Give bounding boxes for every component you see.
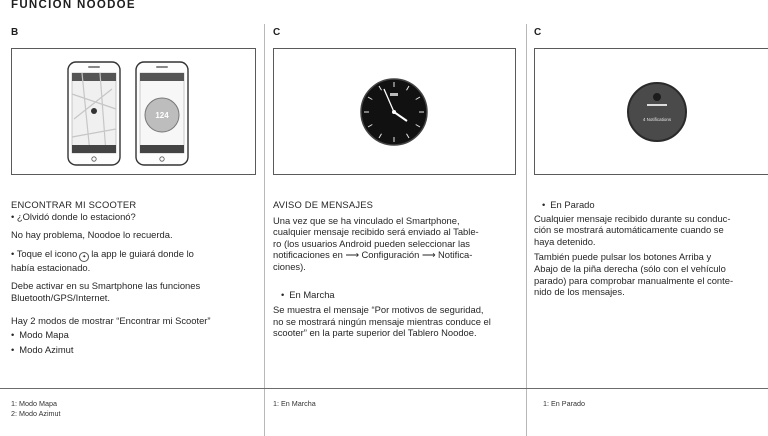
footnotes bbox=[11, 399, 61, 418]
stopped-text bbox=[534, 199, 766, 298]
body-line: haya detenido. bbox=[534, 235, 596, 247]
activate-line-2: Bluetooth/GPS/Internet. bbox=[11, 291, 111, 303]
body-line: cualquier mensaje recibido será enviado al Table- bbox=[273, 226, 479, 238]
dial-logo-icon bbox=[390, 93, 398, 96]
distance-value: 124 bbox=[155, 111, 169, 120]
section-heading: ENCONTRAR MI SCOOTER bbox=[11, 199, 137, 210]
find-scooter-text bbox=[11, 199, 261, 355]
column-divider bbox=[264, 24, 265, 436]
body-line: Cualquier mensaje recibido durante su conduc- bbox=[534, 212, 731, 224]
modes-intro: Hay 2 modos de mostrar “Encontrar mi Scooter” bbox=[11, 314, 211, 326]
footnotes bbox=[273, 399, 316, 409]
azimuth-header bbox=[140, 73, 184, 81]
section-letter: C bbox=[534, 27, 542, 38]
phones-illustration bbox=[11, 48, 256, 175]
phone-speaker bbox=[156, 66, 168, 68]
touch-icon-line: • Toque el icono ✦ la app le guiará donde lo bbox=[11, 247, 194, 260]
dial-center bbox=[392, 110, 396, 114]
mode-item: • Modo Azimut bbox=[11, 344, 261, 356]
body-line: ción se mostrará automáticamente cuando se bbox=[534, 224, 724, 236]
body-line: Se muestra el mensaje “Por motivos de seguridad, bbox=[273, 304, 484, 316]
map-header bbox=[72, 73, 116, 81]
notification-dial bbox=[628, 83, 686, 141]
section-letter: B bbox=[11, 27, 19, 38]
section-heading: AVISO DE MENSAJES bbox=[273, 199, 374, 210]
footnote: 1: En Parado bbox=[543, 399, 585, 408]
dashboard-notification-image bbox=[535, 49, 768, 175]
question-line: • ¿Olvidó donde lo estacionó? bbox=[11, 210, 136, 222]
subheading-driving: • En Marcha bbox=[273, 289, 521, 301]
map-footer bbox=[72, 145, 116, 153]
body-line: ciones). bbox=[273, 260, 306, 272]
body-line: no se mostrará ningún mensaje mientras conduce el bbox=[273, 315, 491, 327]
body-line: nido de los mensajes. bbox=[534, 286, 625, 298]
column-divider bbox=[526, 24, 527, 436]
body-line: También puede pulsar los botones Arriba y bbox=[534, 251, 712, 263]
message-icon bbox=[653, 93, 661, 101]
body-line: notificaciones en ⟶ Configuración ⟶ Notifica- bbox=[273, 249, 473, 261]
watch-illustration bbox=[273, 48, 516, 175]
body-line: ro (los usuarios Android pueden seleccionar las bbox=[273, 237, 470, 249]
body-line: scooter” en la parte superior del Tablero Noodoe. bbox=[273, 327, 477, 339]
footnote: 2: Modo Azimut bbox=[11, 408, 61, 418]
activate-line-1: Debe activar en su Smartphone las funciones bbox=[11, 280, 201, 292]
phone-speaker bbox=[88, 66, 100, 68]
notification-illustration bbox=[534, 48, 768, 175]
section-letter: C bbox=[273, 27, 281, 38]
map-pin-icon bbox=[91, 108, 97, 114]
body-line: Una vez que se ha vinculado el Smartphone, bbox=[273, 214, 460, 226]
notification-count: 4 Notifications bbox=[642, 117, 672, 122]
notification-title-line bbox=[647, 104, 667, 106]
footnotes bbox=[543, 399, 585, 409]
page-title: FUNCIÓN NOODOE bbox=[11, 0, 136, 11]
dashboard-watch-image bbox=[274, 49, 516, 175]
footer-rule bbox=[0, 388, 768, 389]
footnote: 1: Modo Mapa bbox=[11, 399, 57, 408]
answer-line: No hay problema, Noodoe lo recuerda. bbox=[11, 229, 173, 241]
mode-item: • Modo Mapa bbox=[11, 329, 261, 341]
footnote: 1: En Marcha bbox=[273, 399, 316, 408]
smartphones-image bbox=[12, 49, 256, 175]
body-line: parado) para comprobar manualmente el conte- bbox=[534, 274, 734, 286]
subheading-stopped: • En Parado bbox=[534, 199, 766, 211]
body-line: Abajo de la piña derecha (sólo con el vehículo bbox=[534, 262, 726, 274]
message-alert-text bbox=[273, 199, 521, 339]
find-scooter-icon: ✦ bbox=[79, 252, 89, 262]
touch-line-2: había estacionado. bbox=[11, 261, 91, 273]
azimuth-footer bbox=[140, 145, 184, 153]
